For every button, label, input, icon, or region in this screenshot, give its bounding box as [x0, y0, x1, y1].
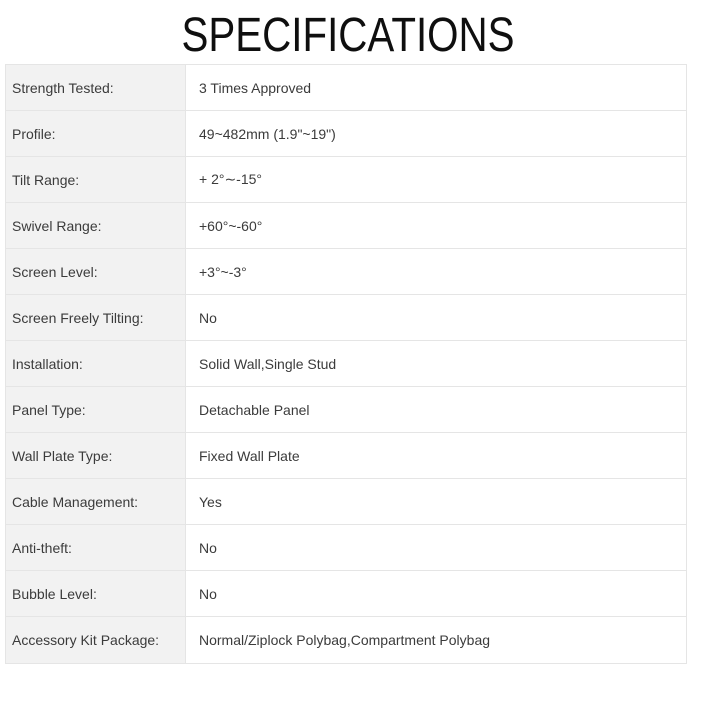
table-row	[6, 571, 686, 617]
spec-value-swivel-range: +60°~-60°	[199, 217, 263, 234]
table-row	[6, 295, 686, 341]
table-row	[6, 617, 686, 663]
spec-label-tilt-range: Tilt Range:	[6, 157, 186, 202]
spec-label-wall-plate-type: Wall Plate Type:	[6, 433, 186, 478]
table-row	[6, 111, 686, 157]
spec-value-profile: 49~482mm (1.9"~19")	[199, 125, 336, 142]
spec-value-anti-theft: No	[199, 539, 217, 556]
spec-label-strength-tested: Strength Tested:	[6, 65, 186, 110]
spec-label-screen-freely-tilting: Screen Freely Tilting:	[6, 295, 186, 340]
spec-value-strength-tested: 3 Times Approved	[199, 79, 312, 96]
spec-label-anti-theft: Anti-theft:	[6, 525, 186, 570]
specifications-table	[5, 64, 687, 664]
table-row	[6, 203, 686, 249]
spec-label-panel-type: Panel Type:	[6, 387, 186, 432]
spec-label-installation: Installation:	[6, 341, 186, 386]
spec-label-swivel-range: Swivel Range:	[6, 203, 186, 248]
table-row	[6, 479, 686, 525]
spec-value-screen-level: +3°~-3°	[199, 263, 247, 280]
table-row	[6, 249, 686, 295]
table-row	[6, 387, 686, 433]
table-row	[6, 157, 686, 203]
spec-label-accessory-kit-package: Accessory Kit Package:	[6, 617, 186, 663]
spec-value-bubble-level: No	[199, 585, 217, 602]
spec-label-profile: Profile:	[6, 111, 186, 156]
spec-label-bubble-level: Bubble Level:	[6, 571, 186, 616]
spec-value-screen-freely-tilting: No	[199, 309, 217, 326]
table-row	[6, 65, 686, 111]
spec-value-tilt-range: + 2°∼-15°	[199, 171, 263, 187]
spec-value-installation: Solid Wall,Single Stud	[199, 355, 337, 372]
table-row	[6, 341, 686, 387]
spec-label-cable-management: Cable Management:	[6, 479, 186, 524]
spec-value-panel-type: Detachable Panel	[199, 401, 310, 418]
table-row	[6, 525, 686, 571]
spec-value-cable-management: Yes	[199, 493, 222, 510]
spec-value-accessory-kit-package: Normal/Ziplock Polybag,Compartment Polybag	[199, 632, 491, 648]
spec-value-wall-plate-type: Fixed Wall Plate	[199, 447, 300, 464]
table-row	[6, 433, 686, 479]
spec-label-screen-level: Screen Level:	[6, 249, 186, 294]
page-title: SPECIFICATIONS	[181, 9, 515, 62]
